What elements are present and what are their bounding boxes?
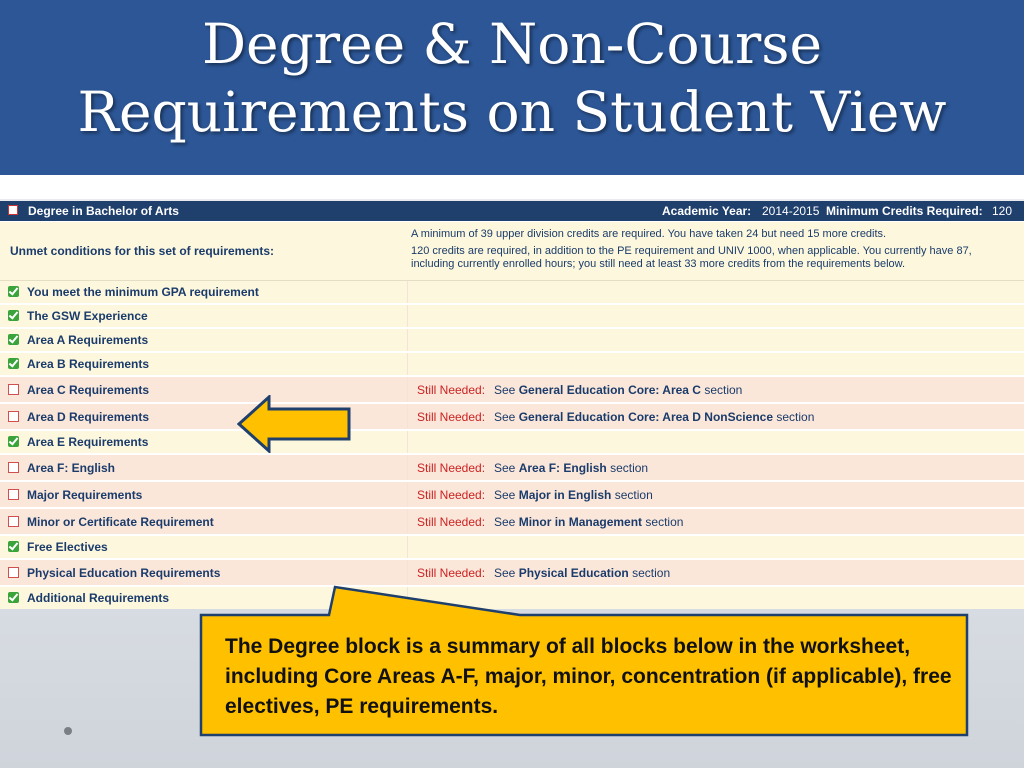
section-name: Area F: English [518, 461, 607, 475]
slide-title-line2: Requirements on Student View [77, 80, 947, 144]
unmet-conditions [0, 222, 1024, 281]
checkmark-icon [8, 358, 19, 369]
see-section-link[interactable] [494, 410, 814, 424]
checkmark-icon [8, 436, 19, 447]
requirement-label: Area E Requirements [27, 435, 149, 449]
section-label: section [645, 515, 684, 529]
empty-checkbox-icon [8, 489, 19, 500]
checkmark-icon [8, 592, 19, 603]
empty-checkbox-icon [8, 411, 19, 422]
requirement-row[interactable] [0, 536, 1024, 558]
requirement-label: Area B Requirements [27, 357, 150, 371]
academic-year-label: Academic Year: [662, 204, 752, 218]
section-name: Minor in Management [518, 515, 643, 529]
still-needed-label: Still Needed: [417, 566, 486, 580]
requirement-label: Area C Requirements [27, 383, 150, 397]
see-section-link[interactable] [494, 461, 648, 475]
section-name: General Education Core: Area D NonScience [518, 410, 773, 424]
still-needed-label: Still Needed: [417, 461, 486, 475]
requirement-label: The GSW Experience [27, 309, 148, 323]
see-label: See [494, 461, 516, 475]
requirement-label: Area A Requirements [27, 333, 149, 347]
unmet-message-1: A minimum of 39 upper division credits are required. You have taken 24 but need 15 more credits. [411, 228, 887, 240]
requirement-row[interactable] [0, 353, 1024, 375]
min-credits-label: Minimum Credits Required: [826, 204, 983, 218]
divider [0, 175, 1024, 199]
requirement-label: Minor or Certificate Requirement [27, 515, 214, 529]
see-label: See [494, 488, 516, 502]
section-label: section [776, 410, 815, 424]
see-section-link[interactable] [494, 488, 653, 502]
requirement-label: Area D Requirements [27, 410, 150, 424]
degree-title: Degree in Bachelor of Arts [28, 204, 179, 218]
see-label: See [494, 410, 516, 424]
requirement-row[interactable] [0, 455, 1024, 480]
section-name: General Education Core: Area C [518, 383, 701, 397]
requirement-row[interactable] [0, 377, 1024, 402]
requirement-label: Physical Education Requirements [27, 566, 221, 580]
empty-checkbox-icon [8, 567, 19, 578]
section-label: section [632, 566, 671, 580]
academic-year-value: 2014-2015 [762, 204, 820, 218]
slide-title [0, 10, 1024, 146]
requirement-label: Major Requirements [27, 488, 143, 502]
requirement-row[interactable] [0, 281, 1024, 303]
section-name: Physical Education [518, 566, 629, 580]
slide-title-bar [0, 0, 1024, 175]
see-label: See [494, 383, 516, 397]
min-credits-value: 120 [992, 204, 1013, 218]
checkmark-icon [8, 286, 19, 297]
still-needed-label: Still Needed: [417, 515, 486, 529]
requirement-label: You meet the minimum GPA requirement [27, 285, 259, 299]
requirement-label: Area F: English [27, 461, 116, 475]
left-arrow-icon [237, 395, 352, 453]
requirement-row[interactable] [0, 482, 1024, 507]
section-label: section [614, 488, 653, 502]
see-section-link[interactable] [494, 515, 683, 529]
degree-block-header[interactable] [0, 201, 1024, 221]
requirement-row[interactable] [0, 431, 1024, 453]
unmet-checkbox-icon [8, 205, 18, 215]
still-needed-label: Still Needed: [417, 383, 486, 397]
callout-text: The Degree block is a summary of all blocks below in the worksheet, including Core Areas A-F, major, minor, concentration (if applicable), free electives, PE requirements. [225, 635, 952, 718]
section-label: section [704, 383, 743, 397]
see-section-link[interactable] [494, 566, 670, 580]
unmet-messages [411, 228, 1011, 275]
see-label: See [494, 566, 516, 580]
slide-bullet-dot [64, 727, 72, 735]
empty-checkbox-icon [8, 516, 19, 527]
requirement-row[interactable] [0, 509, 1024, 534]
unmet-message-2: 120 credits are required, in addition to the PE requirement and UNIV 1000, when applicable. You currently have 87, including currently enrolled hours; you still need at least 33 more credits from the requirements below. [411, 245, 972, 270]
see-label: See [494, 515, 516, 529]
degree-worksheet-screenshot [0, 201, 1024, 605]
checkmark-icon [8, 541, 19, 552]
checkmark-icon [8, 334, 19, 345]
still-needed-label: Still Needed: [417, 488, 486, 502]
slide-title-line1: Degree & Non-Course [201, 12, 823, 76]
requirement-label: Free Electives [27, 540, 108, 554]
still-needed-label: Still Needed: [417, 410, 486, 424]
requirement-row[interactable] [0, 329, 1024, 351]
section-name: Major in English [518, 488, 612, 502]
empty-checkbox-icon [8, 384, 19, 395]
unmet-conditions-label: Unmet conditions for this set of requirements: [10, 244, 275, 258]
see-section-link[interactable] [494, 383, 742, 397]
requirement-row[interactable] [0, 404, 1024, 429]
checkmark-icon [8, 310, 19, 321]
section-label: section [610, 461, 649, 475]
requirement-row[interactable] [0, 560, 1024, 585]
requirement-label: Additional Requirements [27, 591, 170, 605]
requirement-row[interactable] [0, 305, 1024, 327]
empty-checkbox-icon [8, 462, 19, 473]
